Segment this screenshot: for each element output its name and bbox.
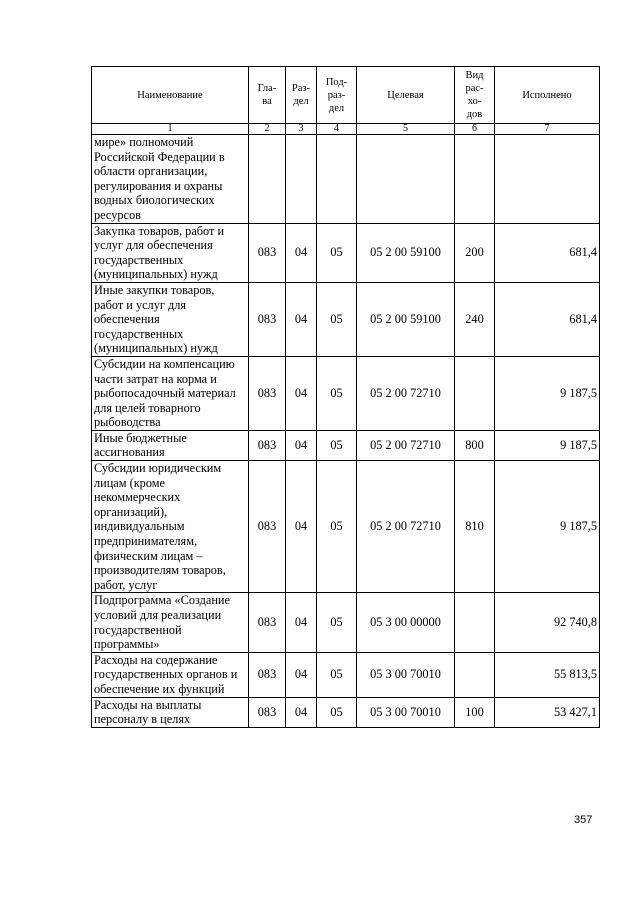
row-expense-type — [455, 652, 495, 697]
row-section: 04 — [286, 652, 317, 697]
row-executed: 92 740,8 — [495, 593, 600, 652]
row-subsection: 05 — [317, 593, 357, 652]
header-chapter: Гла- ва — [249, 67, 286, 124]
row-name: Иные закупки товаров, работ и услуг для обеспечения государственных (муниципальных) нужд — [92, 282, 249, 356]
row-expense-type — [455, 593, 495, 652]
row-executed: 9 187,5 — [495, 430, 600, 460]
row-expense-type: 810 — [455, 461, 495, 593]
row-name: Расходы на содержание государственных органов и обеспечение их функций — [92, 652, 249, 697]
row-expense-type: 240 — [455, 282, 495, 356]
row-section: 04 — [286, 430, 317, 460]
row-name: Подпрограмма «Создание условий для реализации государственной программы» — [92, 593, 249, 652]
column-number: 7 — [495, 124, 600, 135]
row-subsection: 05 — [317, 652, 357, 697]
row-executed — [495, 135, 600, 224]
row-subsection: 05 — [317, 461, 357, 593]
row-subsection: 05 — [317, 356, 357, 430]
header-section: Раз- дел — [286, 67, 317, 124]
row-executed: 53 427,1 — [495, 697, 600, 727]
row-section: 04 — [286, 593, 317, 652]
table-row — [92, 135, 600, 224]
row-name: Субсидии на компенсацию части затрат на корма и рыбопосадочный материал для целей товарного рыбоводства — [92, 356, 249, 430]
column-number-row — [92, 124, 600, 135]
row-executed: 681,4 — [495, 223, 600, 282]
header-name: Наименование — [92, 67, 249, 124]
row-subsection: 05 — [317, 697, 357, 727]
header-row — [92, 67, 600, 124]
table-row — [92, 282, 600, 356]
row-section: 04 — [286, 223, 317, 282]
row-section: 04 — [286, 697, 317, 727]
row-section — [286, 135, 317, 224]
row-executed: 55 813,5 — [495, 652, 600, 697]
table-row — [92, 430, 600, 460]
row-subsection — [317, 135, 357, 224]
row-subsection: 05 — [317, 282, 357, 356]
row-executed: 9 187,5 — [495, 356, 600, 430]
table-row — [92, 593, 600, 652]
row-chapter: 083 — [249, 652, 286, 697]
row-section: 04 — [286, 356, 317, 430]
row-expense-type: 800 — [455, 430, 495, 460]
row-executed: 681,4 — [495, 282, 600, 356]
row-name: Иные бюджетные ассигнования — [92, 430, 249, 460]
column-number: 5 — [357, 124, 455, 135]
row-chapter: 083 — [249, 697, 286, 727]
budget-table — [91, 66, 600, 728]
row-target: 05 2 00 59100 — [357, 282, 455, 356]
row-chapter: 083 — [249, 593, 286, 652]
row-name: мире» полномочий Российской Федерации в области организации, регулирования и охраны водных биологических ресурсов — [92, 135, 249, 224]
row-expense-type: 100 — [455, 697, 495, 727]
row-section: 04 — [286, 282, 317, 356]
row-name: Закупка товаров, работ и услуг для обеспечения государственных (муниципальных) нужд — [92, 223, 249, 282]
row-subsection: 05 — [317, 223, 357, 282]
row-target: 05 3 00 70010 — [357, 697, 455, 727]
page-number: 357 — [574, 814, 593, 826]
row-chapter — [249, 135, 286, 224]
row-chapter: 083 — [249, 223, 286, 282]
row-section: 04 — [286, 461, 317, 593]
row-name: Расходы на выплаты персоналу в целях — [92, 697, 249, 727]
row-name: Субсидии юридическим лицам (кроме некоммерческих организаций), индивидуальным предпринимателям, физическим лицам – производителям товаров, работ, услуг — [92, 461, 249, 593]
row-subsection: 05 — [317, 430, 357, 460]
header-subsection: Под- раз- дел — [317, 67, 357, 124]
row-expense-type: 200 — [455, 223, 495, 282]
table-row — [92, 697, 600, 727]
row-chapter: 083 — [249, 461, 286, 593]
row-target: 05 3 00 00000 — [357, 593, 455, 652]
table-row — [92, 461, 600, 593]
table-row — [92, 652, 600, 697]
header-executed: Исполнено — [495, 67, 600, 124]
row-target: 05 2 00 72710 — [357, 356, 455, 430]
row-target: 05 2 00 72710 — [357, 461, 455, 593]
row-expense-type — [455, 356, 495, 430]
table-row — [92, 356, 600, 430]
row-chapter: 083 — [249, 282, 286, 356]
row-target: 05 3 00 70010 — [357, 652, 455, 697]
column-number: 2 — [249, 124, 286, 135]
column-number: 3 — [286, 124, 317, 135]
column-number: 1 — [92, 124, 249, 135]
row-chapter: 083 — [249, 430, 286, 460]
column-number: 6 — [455, 124, 495, 135]
column-number: 4 — [317, 124, 357, 135]
row-executed: 9 187,5 — [495, 461, 600, 593]
row-target: 05 2 00 72710 — [357, 430, 455, 460]
row-expense-type — [455, 135, 495, 224]
header-target: Целевая — [357, 67, 455, 124]
table-row — [92, 223, 600, 282]
row-target: 05 2 00 59100 — [357, 223, 455, 282]
header-expense-type: Вид рас- хо- дов — [455, 67, 495, 124]
row-chapter: 083 — [249, 356, 286, 430]
row-target — [357, 135, 455, 224]
